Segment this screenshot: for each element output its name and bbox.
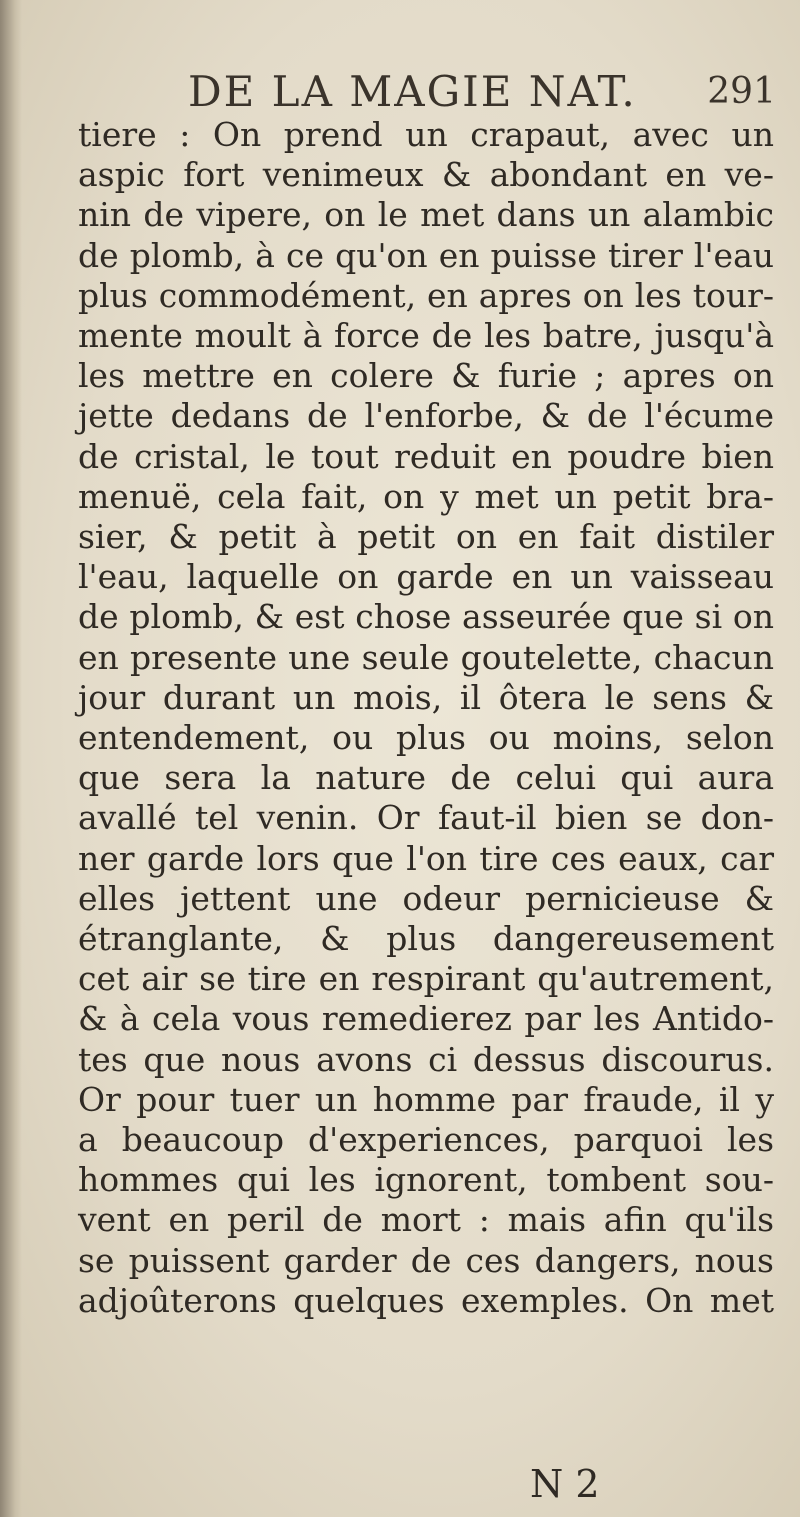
text-line: Or pour tuer un homme par fraude, il y [78,1079,774,1119]
text-line: aspic fort venimeux & abondant en ve- [78,155,774,195]
text-line: les mettre en colere & furie ; apres on [78,356,774,396]
text-line: plus commodément, en apres on les tour- [78,275,774,315]
text-line: tiere : On prend un crapaut, avec un [78,115,774,154]
page-gutter-shadow [0,0,22,1517]
text-line: vent en peril de mort : mais afin qu'ils [78,1200,774,1240]
text-line: l'eau, laquelle on garde en un vaisseau [78,557,774,597]
text-line: a beaucoup d'experiences, parquoi les [78,1120,774,1160]
text-line: cet air se tire en respirant qu'autrement, [78,959,774,999]
text-line: étranglante, & plus dangereusement [78,919,774,959]
text-line: sier, & petit à petit on en fait distiler [78,517,774,557]
page-header [0,62,800,122]
text-line: jour durant un mois, il ôtera le sens & [78,677,774,717]
text-line: mente moult à force de les batre, jusqu'à [78,316,774,356]
text-line: que sera la nature de celui qui aura [78,758,774,798]
text-line: adjoûterons quelques exemples. On met [78,1280,774,1320]
catchword: N 2 [530,1462,600,1506]
text-line: tes que nous avons ci dessus discourus. [78,1039,774,1079]
text-line: en presente une seule goutelette, chacun [78,637,774,677]
text-line: & à cela vous remedierez par les Antido- [78,999,774,1039]
text-line: se puissent garder de ces dangers, nous [78,1240,774,1280]
text-line: elles jettent une odeur pernicieuse & [78,878,774,918]
text-line: avallé tel venin. Or faut-il bien se don- [78,798,774,838]
text-line: nin de vipere, on le met dans un alambic [78,195,774,235]
body-text [78,115,774,1321]
text-line: de plomb, à ce qu'on en puisse tirer l'eau [78,235,774,275]
text-line: de cristal, le tout reduit en poudre bien [78,436,774,476]
text-line: ner garde lors que l'on tire ces eaux, car [78,838,774,878]
running-head: DE LA MAGIE NAT. [188,67,637,116]
page-number: 291 [707,71,776,112]
text-line: de plomb, & est chose asseurée que si on [78,597,774,637]
text-line: hommes qui les ignorent, tombent sou- [78,1160,774,1200]
text-line: menuë, cela fait, on y met un petit bra- [78,476,774,516]
text-line: jette dedans de l'enforbe, & de l'écume [78,396,774,436]
text-line: entendement, ou plus ou moins, selon [78,718,774,758]
